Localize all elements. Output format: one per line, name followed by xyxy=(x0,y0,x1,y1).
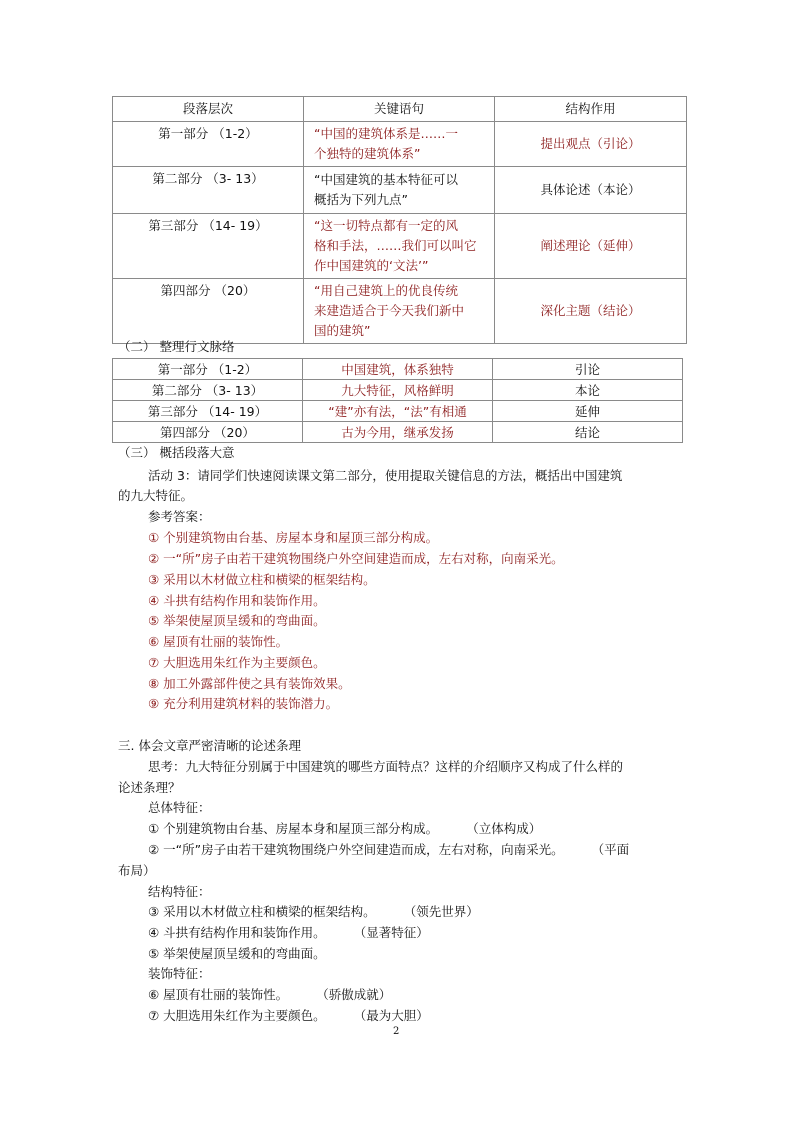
table-row xyxy=(113,122,687,167)
quote-line: “中国建筑的基本特征可以 xyxy=(314,172,458,187)
feature-text: ⑤ 举架使屋顶呈缓和的弯曲面。 xyxy=(148,946,326,961)
summary-cell: 古为今用，继承发扬 xyxy=(303,422,493,443)
feature-text: ⑦ 大胆选用朱红作为主要颜色。 xyxy=(148,1008,326,1023)
role-cell: 阐述理论（延伸） xyxy=(495,214,687,279)
quote-cell xyxy=(304,214,495,279)
role-cell: 引论 xyxy=(493,359,683,380)
role-cell: 延伸 xyxy=(493,401,683,422)
feature-item xyxy=(148,1006,429,1026)
quote-line: “这一切特点都有一定的风 xyxy=(314,218,458,233)
think-text: 思考：九大特征分别属于中国建筑的哪些方面特点？这样的介绍顺序又构成了什么样的 xyxy=(148,759,624,774)
summary-cell: 中国建筑，体系独特 xyxy=(303,359,493,380)
page-number: 2 xyxy=(393,1026,400,1037)
feature-item xyxy=(148,902,479,922)
role-cell: 结论 xyxy=(493,422,683,443)
quote-line: “中国的建筑体系是……一 xyxy=(314,126,458,141)
section-heading: （二） 整理行文脉络 xyxy=(118,339,235,354)
answer-item: ⑨ 充分利用建筑材料的装饰潜力。 xyxy=(148,696,339,711)
activity-text: 活动 3：请同学们快速阅读课文第二部分，使用提取关键信息的方法，概括出中国建筑 xyxy=(148,468,623,483)
feature-item xyxy=(148,840,629,860)
think-text: 论述条理？ xyxy=(118,780,181,795)
answer-item: ③ 采用以木材做立柱和横梁的框架结构。 xyxy=(148,572,376,587)
table-row xyxy=(113,401,683,422)
feature-note: （领先世界） xyxy=(403,904,479,919)
section-heading: （三） 概括段落大意 xyxy=(118,445,235,460)
structure-table xyxy=(112,96,687,344)
feature-wrap: 布局） xyxy=(118,863,156,878)
quote-line: 国的建筑” xyxy=(314,323,371,338)
quote-line: 个独特的建筑体系” xyxy=(314,146,421,161)
summary-cell: 九大特征，风格鲜明 xyxy=(303,380,493,401)
part-cell: 第三部分 （14- 19） xyxy=(113,401,303,422)
header-cell: 段落层次 xyxy=(113,97,304,122)
quote-line: 格和手法，……我们可以叫它 xyxy=(314,238,477,253)
role-cell: 提出观点（引论） xyxy=(495,122,687,167)
quote-line: “用自己建筑上的优良传统 xyxy=(314,283,458,298)
header-cell: 关键语句 xyxy=(304,97,495,122)
group-label: 装饰特征： xyxy=(148,966,211,981)
group-label: 总体特征： xyxy=(148,800,211,815)
table-row xyxy=(113,167,687,214)
header-cell: 结构作用 xyxy=(495,97,687,122)
feature-note: （骄傲成就） xyxy=(316,987,392,1002)
role-cell: 深化主题（结论） xyxy=(495,279,687,344)
answer-item: ⑥ 屋顶有壮丽的装饰性。 xyxy=(148,634,289,649)
answer-item: ④ 斗拱有结构作用和装饰作用。 xyxy=(148,593,326,608)
feature-text: ② 一“所”房子由若干建筑物围绕户外空间建造而成，左右对称，向南采光。 xyxy=(148,842,564,857)
part-cell: 第四部分 （20） xyxy=(113,279,304,344)
quote-cell xyxy=(304,167,495,214)
answer-item: ① 个别建筑物由台基、房屋本身和屋顶三部分构成。 xyxy=(148,530,439,545)
role-cell: 本论 xyxy=(493,380,683,401)
group-label: 结构特征： xyxy=(148,884,211,899)
part-cell: 第一部分 （1-2） xyxy=(113,359,303,380)
answer-item: ② 一“所”房子由若干建筑物围绕户外空间建造而成，左右对称，向南采光。 xyxy=(148,551,564,566)
quote-cell xyxy=(304,279,495,344)
part-heading: 三. 体会文章严密清晰的论述条理 xyxy=(118,738,301,753)
answer-item: ⑤ 举架使屋顶呈缓和的弯曲面。 xyxy=(148,613,326,628)
table-row xyxy=(113,279,687,344)
part-cell: 第四部分 （20） xyxy=(113,422,303,443)
quote-line: 概括为下列九点” xyxy=(314,192,408,207)
feature-text: ④ 斗拱有结构作用和装饰作用。 xyxy=(148,925,326,940)
table-row xyxy=(113,214,687,279)
part-cell: 第三部分 （14- 19） xyxy=(113,214,304,279)
answer-item: ⑦ 大胆选用朱红作为主要颜色。 xyxy=(148,655,326,670)
part-cell: 第一部分 （1-2） xyxy=(113,122,304,167)
table-row xyxy=(113,380,683,401)
feature-item xyxy=(148,944,326,964)
feature-item xyxy=(148,985,391,1005)
table-row xyxy=(113,422,683,443)
answer-label: 参考答案： xyxy=(148,509,211,524)
part-cell: 第二部分 （3- 13） xyxy=(113,380,303,401)
quote-cell xyxy=(304,122,495,167)
table-row xyxy=(113,359,683,380)
feature-text: ③ 采用以木材做立柱和横梁的框架结构。 xyxy=(148,904,376,919)
feature-text: ⑥ 屋顶有壮丽的装饰性。 xyxy=(148,987,289,1002)
table-header-row xyxy=(113,97,687,122)
feature-note: （显著特征） xyxy=(353,925,429,940)
activity-text: 的九大特征。 xyxy=(118,488,194,503)
part-cell: 第二部分 （3- 13） xyxy=(113,167,304,214)
feature-note: （立体构成） xyxy=(466,821,542,836)
outline-table xyxy=(112,358,683,443)
summary-cell: “建”亦有法，“法”有相通 xyxy=(303,401,493,422)
feature-note: （最为大胆） xyxy=(353,1008,429,1023)
feature-item xyxy=(148,819,541,839)
answer-item: ⑧ 加工外露部件使之具有装饰效果。 xyxy=(148,676,351,691)
role-cell: 具体论述（本论） xyxy=(495,167,687,214)
quote-line: 作中国建筑的‘文法’” xyxy=(314,258,429,273)
feature-note: （平面 xyxy=(591,842,630,857)
feature-text: ① 个别建筑物由台基、房屋本身和屋顶三部分构成。 xyxy=(148,821,439,836)
quote-line: 来建造适合于今天我们新中 xyxy=(314,303,465,318)
feature-item xyxy=(148,923,429,943)
